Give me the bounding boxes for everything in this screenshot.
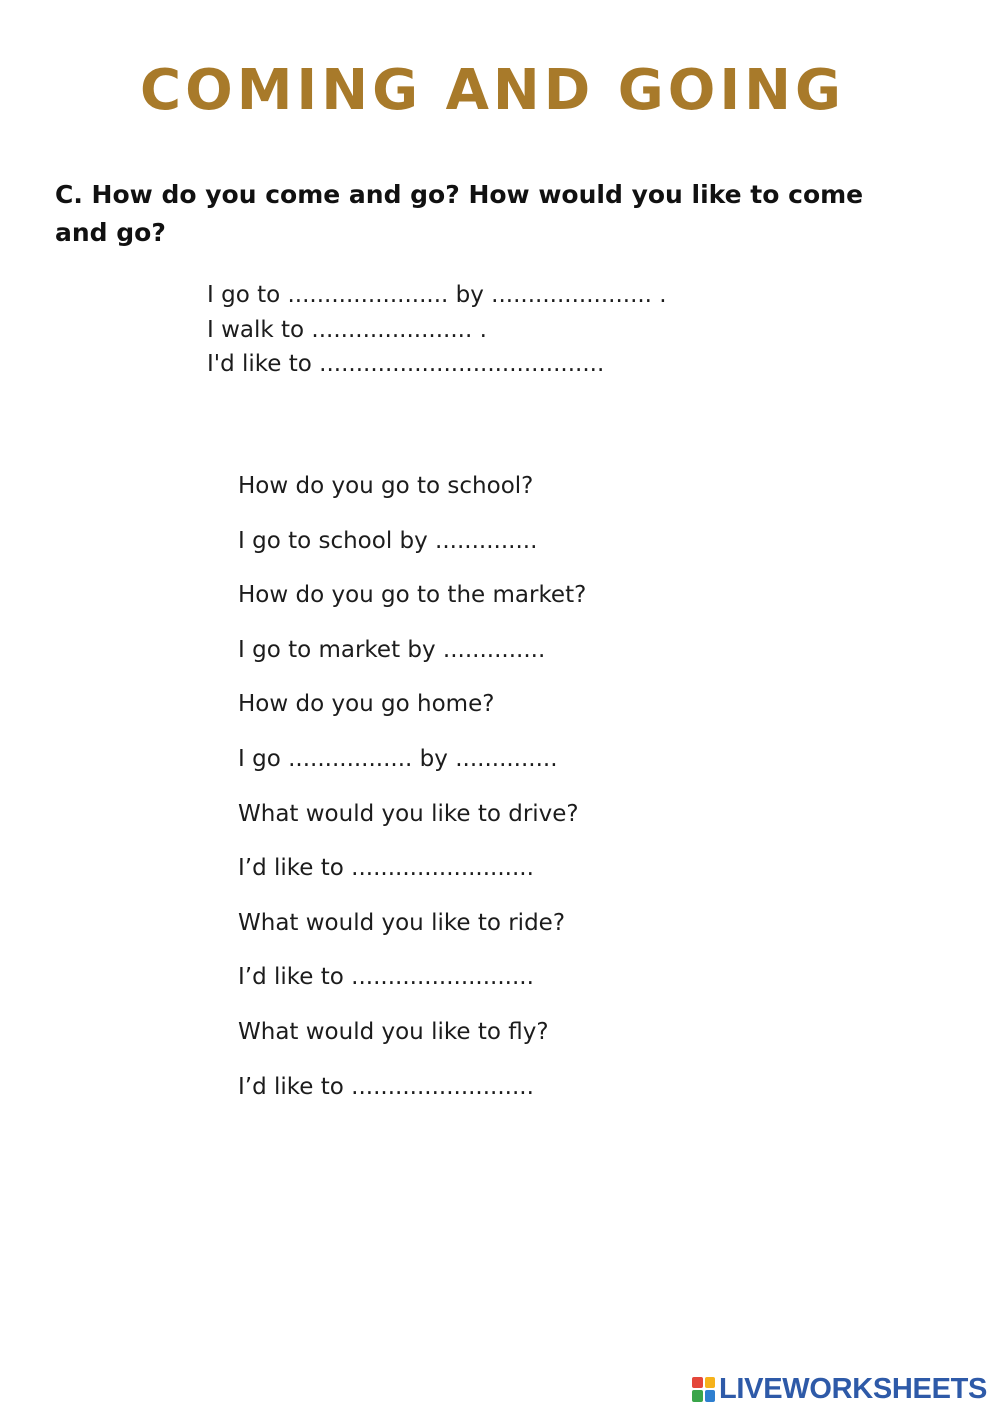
model-sentences [207,278,907,382]
answer-line[interactable]: I go to market by .............. [238,636,546,663]
question-answer-list [238,468,938,1123]
question-line: How do you go to the market? [238,582,587,609]
answer-line[interactable]: I’d like to ......................... [238,1073,534,1100]
worksheet-title: COMING AND GOING [139,58,846,123]
logo-square [692,1390,703,1402]
answer-line[interactable]: I’d like to ......................... [238,964,534,991]
model-line: I go to ...................... by ...................... . [207,282,667,308]
logo-square [705,1390,716,1402]
logo-text: LIVEWORKSHEETS [719,1372,988,1405]
answer-line[interactable]: I’d like to ......................... [238,855,534,882]
question-line: What would you like to ride? [238,909,566,936]
liveworksheets-logo [692,1373,987,1405]
model-line: I'd like to ....................................... [207,351,605,377]
liveworksheets-logo-icon [692,1377,715,1402]
question-line: How do you go home? [238,691,495,718]
answer-line[interactable]: I go to school by .............. [238,527,538,554]
question-line: What would you like to drive? [238,800,579,827]
model-line: I walk to ...................... . [207,316,487,343]
logo-square [692,1377,703,1389]
instruction-heading: C. How do you come and go? How would you like to come and go? [55,180,864,247]
answer-line[interactable]: I go ................. by .............. [238,745,558,772]
question-line: What would you like to fly? [238,1018,549,1045]
question-line: How do you go to school? [238,473,534,499]
logo-square [705,1377,716,1389]
